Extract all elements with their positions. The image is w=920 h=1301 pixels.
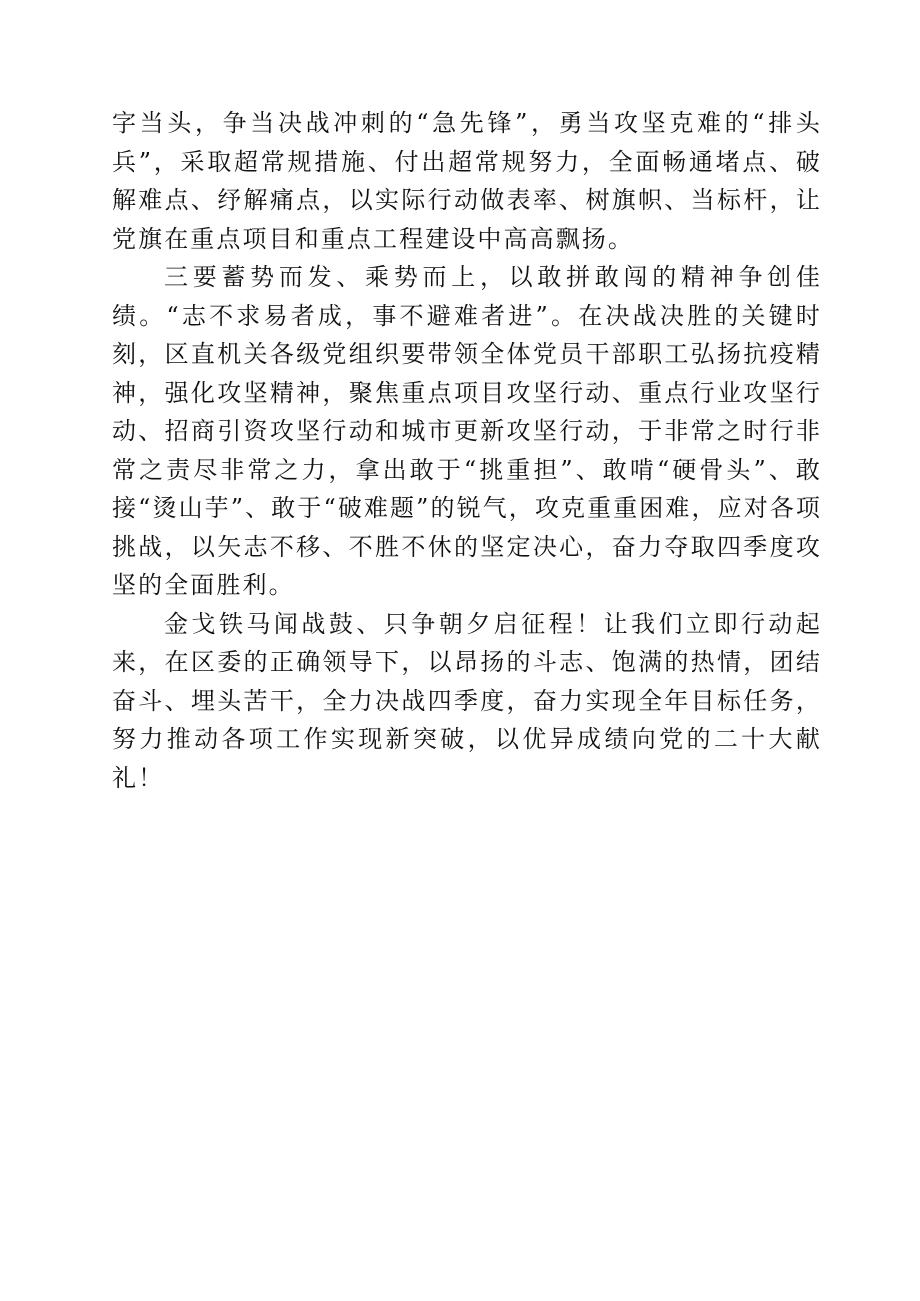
- paragraph-2: 三要蓄势而发、乘势而上，以敢拼敢闯的精神争创佳绩。“志不求易者成，事不避难者进”。在决战决胜的关键时刻，区直机关各级党组织要带领全体党员干部职工弘扬抗疫精神，强化攻坚精神，聚焦重点项目攻坚行动、重点行业攻坚行动、招商引资攻坚行动和城市更新攻坚行动，于非常之时行非常之责尽非常之力，拿出敢于“挑重担”、敢啃“硬骨头”、敢接“烫山芋”、敢于“破难题”的锐气，攻克重重困难，应对各项挑战，以矢志不移、不胜不休的坚定决心，奋力夺取四季度攻坚的全面胜利。: [112, 263, 822, 599]
- document-body: [112, 104, 822, 797]
- paragraph-3: 金戈铁马闻战鼓、只争朝夕启征程！让我们立即行动起来，在区委的正确领导下，以昂扬的斗志、饱满的热情，团结奋斗、埋头苦干，全力决战四季度，奋力实现全年目标任务，努力推动各项工作实现新突破，以优异成绩向党的二十大献礼！: [112, 609, 822, 792]
- paragraph-1: 字当头，争当决战冲刺的“急先锋”，勇当攻坚克难的“排头兵”，采取超常规措施、付出超常规努力，全面畅通堵点、破解难点、纾解痛点，以实际行动做表率、树旗帜、当标杆，让党旗在重点项目和重点工程建设中高高飘扬。: [112, 109, 822, 253]
